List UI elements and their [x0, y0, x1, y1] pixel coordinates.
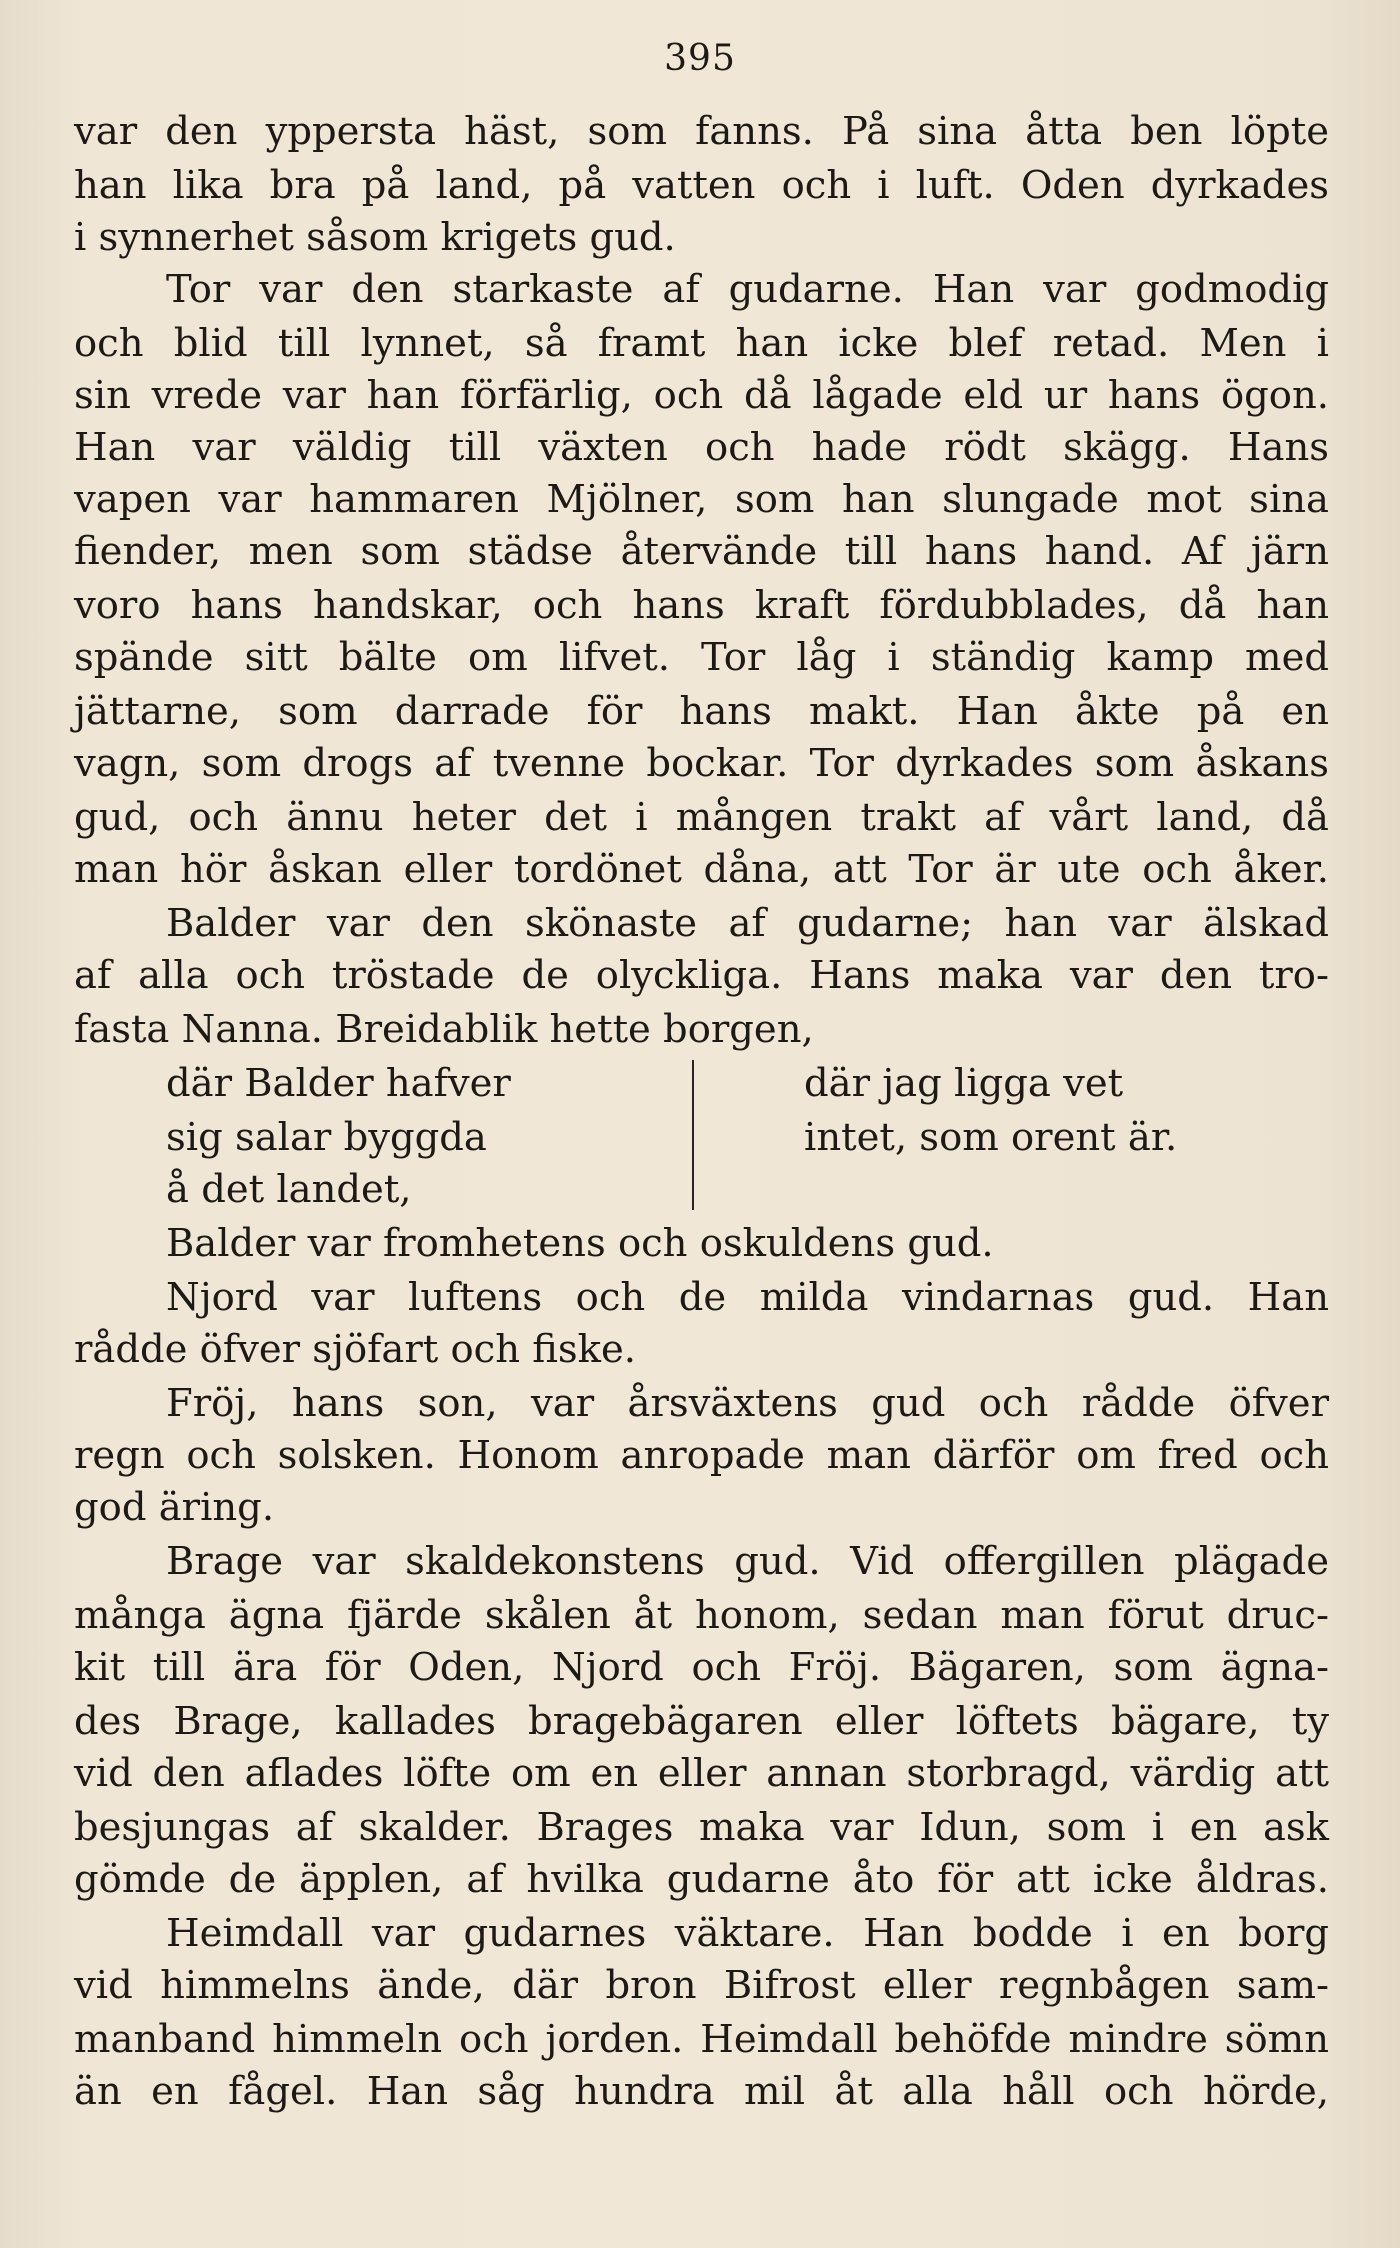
text-line: vid himmelns ände, där bron Bifrost eller regnbågen sam-: [74, 1963, 1329, 2008]
text-line: jättarne, som darrade för hans makt. Han åkte på en: [74, 689, 1329, 734]
verse-divider: [692, 1060, 694, 1210]
text-line: han lika bra på land, på vatten och i luft. Oden dyrkades: [74, 163, 1329, 208]
text-line: regn och solsken. Honom anropade man därför om fred och: [74, 1433, 1329, 1478]
text-line: Tor var den starkaste af gudarne. Han var godmodig: [166, 267, 1329, 312]
text-line: många ägna fjärde skålen åt honom, sedan man förut druc-: [74, 1593, 1329, 1638]
verse-line: intet, som orent är.: [804, 1115, 1178, 1160]
text-line: god äring.: [74, 1485, 275, 1530]
verse-line: där Balder hafver: [166, 1061, 511, 1106]
text-line: besjungas af skalder. Brages maka var Idun, som i en ask: [74, 1805, 1329, 1850]
text-line: rådde öfver sjöfart och fiske.: [74, 1327, 637, 1372]
text-line: man hör åskan eller tordönet dåna, att Tor är ute och åker.: [74, 847, 1329, 892]
text-line: manband himmeln och jorden. Heimdall behöfde mindre sömn: [74, 2017, 1329, 2062]
verse-line: där jag ligga vet: [804, 1061, 1124, 1106]
text-line: Njord var luftens och de milda vindarnas gud. Han: [166, 1275, 1329, 1320]
text-line: i synnerhet såsom krigets gud.: [74, 215, 676, 260]
text-line: gömde de äpplen, af hvilka gudarne åto för att icke åldras.: [74, 1857, 1329, 1902]
text-line: än en fågel. Han såg hundra mil åt alla håll och hörde,: [74, 2069, 1329, 2114]
text-line: Balder var fromhetens och oskuldens gud.: [166, 1221, 994, 1266]
text-line: voro hans handskar, och hans kraft fördubblades, då han: [74, 583, 1329, 628]
text-line: af alla och tröstade de olyckliga. Hans maka var den tro-: [74, 953, 1329, 998]
text-line: Balder var den skönaste af gudarne; han var älskad: [166, 901, 1329, 946]
text-line: vid den aflades löfte om en eller annan storbragd, värdig att: [74, 1751, 1329, 1796]
text-line: Fröj, hans son, var årsväxtens gud och rådde öfver: [166, 1381, 1329, 1426]
text-line: fiender, men som städse återvände till hans hand. Af järn: [74, 529, 1329, 574]
verse-line: å det landet,: [166, 1167, 412, 1212]
text-line: fasta Nanna. Breidablik hette borgen,: [74, 1007, 814, 1052]
text-line: kit till ära för Oden, Njord och Fröj. Bägaren, som ägna-: [74, 1645, 1329, 1690]
text-line: sin vrede var han förfärlig, och då lågade eld ur hans ögon.: [74, 373, 1329, 418]
text-line: spände sitt bälte om lifvet. Tor låg i ständig kamp med: [74, 635, 1329, 680]
page-number: 395: [664, 38, 736, 79]
text-line: des Brage, kallades bragebägaren eller löftets bägare, ty: [74, 1699, 1329, 1744]
verse-line: sig salar byggda: [166, 1115, 487, 1160]
text-line: vapen var hammaren Mjölner, som han slungade mot sina: [74, 477, 1329, 522]
text-line: var den yppersta häst, som fanns. På sina åtta ben löpte: [74, 109, 1329, 154]
text-line: gud, och ännu heter det i mången trakt af vårt land, då: [74, 795, 1329, 840]
text-line: Heimdall var gudarnes väktare. Han bodde i en borg: [166, 1911, 1329, 1956]
text-line: och blid till lynnet, så framt han icke blef retad. Men i: [74, 321, 1329, 366]
text-line: vagn, som drogs af tvenne bockar. Tor dyrkades som åskans: [74, 741, 1329, 786]
text-line: Brage var skaldekonstens gud. Vid offergillen plägade: [166, 1539, 1329, 1584]
text-line: Han var väldig till växten och hade rödt skägg. Hans: [74, 425, 1329, 470]
